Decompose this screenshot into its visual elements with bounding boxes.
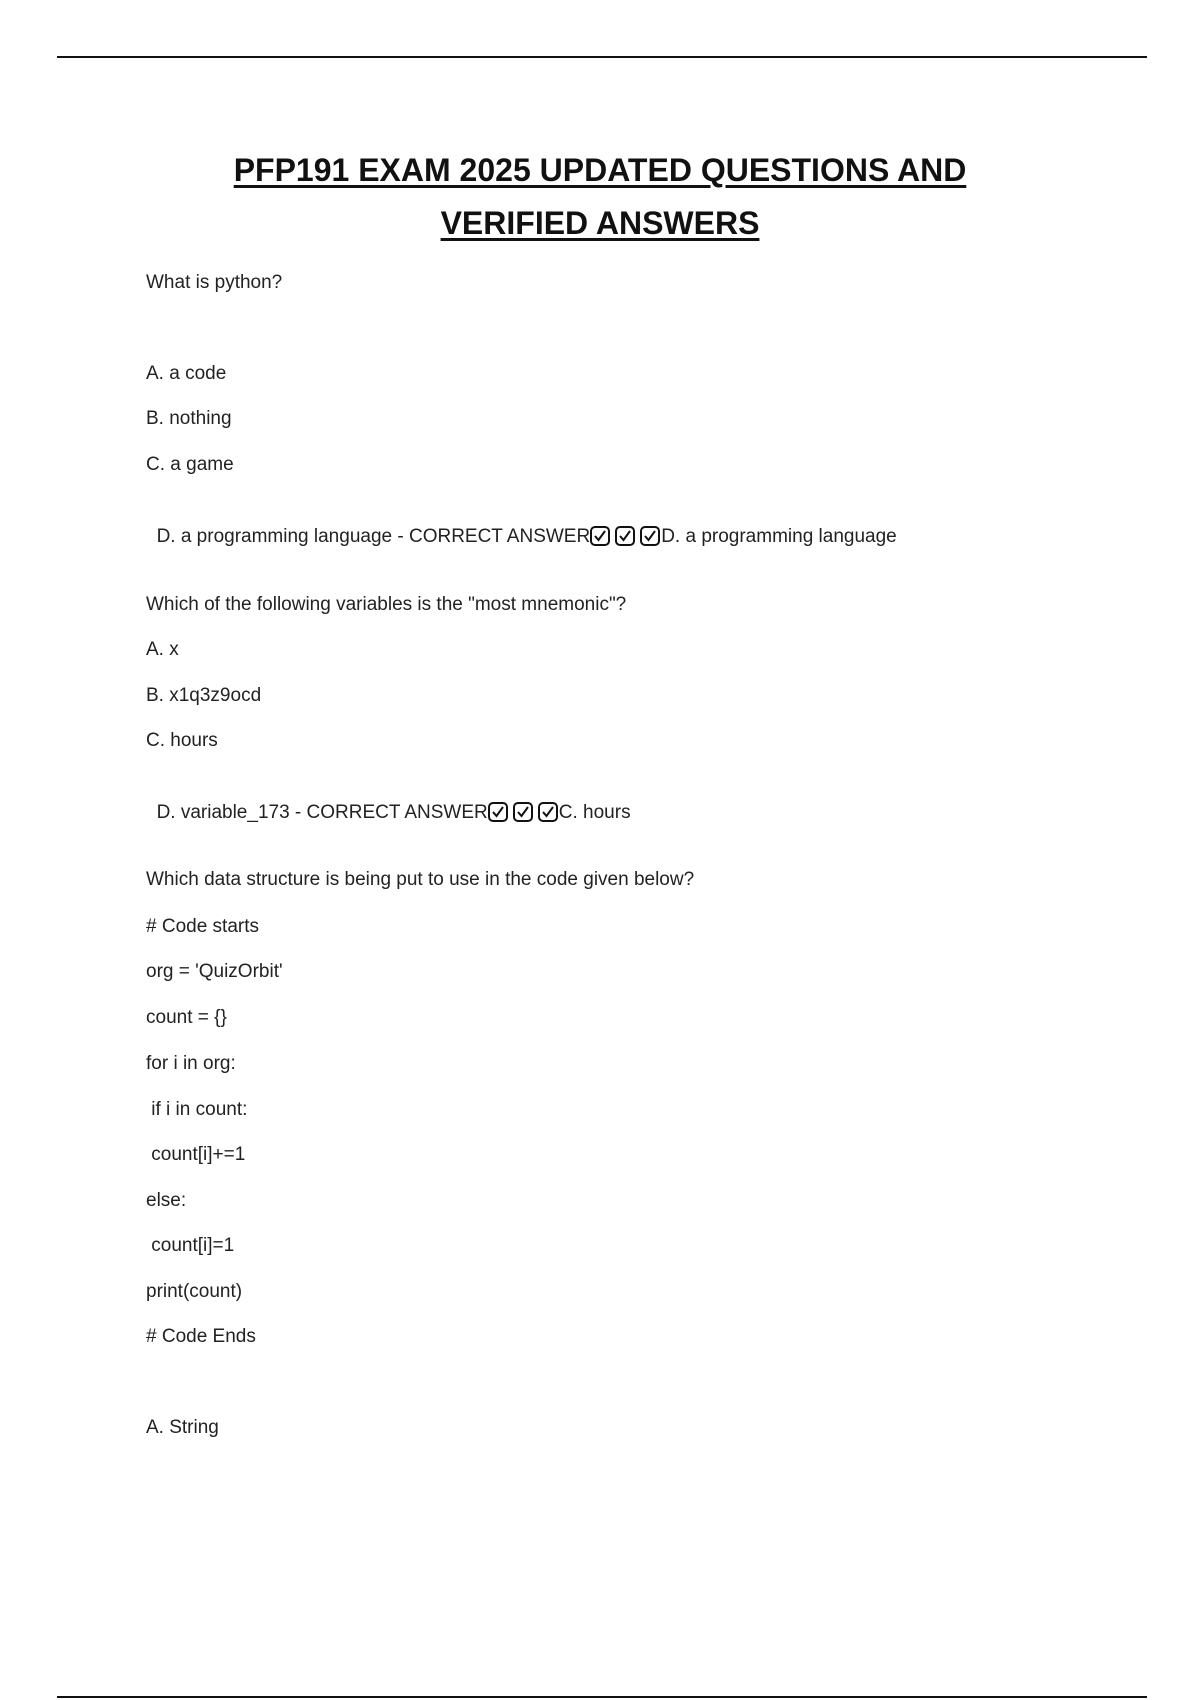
code-line: # Code Ends bbox=[146, 1326, 256, 1347]
option: B. x1q3z9ocd bbox=[146, 685, 262, 706]
option: B. nothing bbox=[146, 408, 232, 429]
question-3: Which data structure is being put to use in the code given below? bbox=[146, 869, 695, 890]
code-line: count[i]+=1 bbox=[146, 1144, 246, 1165]
top-rule bbox=[57, 56, 1147, 58]
question-2: Which of the following variables is the "most mnemonic"? bbox=[146, 594, 627, 615]
option-with-answer-label: D. a programming language - CORRECT ANSWER bbox=[156, 526, 591, 547]
code-line: # Code starts bbox=[146, 916, 259, 937]
code-line: print(count) bbox=[146, 1281, 243, 1302]
option-with-answer-label: D. variable_173 - CORRECT ANSWER bbox=[156, 802, 488, 823]
option: C. hours bbox=[146, 730, 218, 751]
question-1: What is python? bbox=[146, 272, 283, 293]
document-title-line-1: PFP191 EXAM 2025 UPDATED QUESTIONS AND bbox=[233, 152, 967, 188]
correct-answer: D. a programming language bbox=[661, 526, 897, 547]
checked-box-icon bbox=[640, 526, 660, 546]
bottom-rule bbox=[57, 1696, 1147, 1698]
answer-line bbox=[146, 777, 631, 825]
code-line: if i in count: bbox=[146, 1099, 248, 1120]
option: A. String bbox=[146, 1417, 219, 1438]
code-line: else: bbox=[146, 1190, 187, 1211]
checked-box-icon bbox=[513, 802, 533, 822]
checked-box-icon bbox=[590, 526, 610, 546]
code-line: count[i]=1 bbox=[146, 1235, 235, 1256]
document-title-line-2: VERIFIED ANSWERS bbox=[440, 205, 760, 241]
checked-box-icon bbox=[488, 802, 508, 822]
option: A. x bbox=[146, 639, 179, 660]
option: A. a code bbox=[146, 363, 227, 384]
correct-answer: C. hours bbox=[558, 802, 631, 823]
answer-line bbox=[146, 501, 897, 549]
code-line: count = {} bbox=[146, 1007, 227, 1028]
option: C. a game bbox=[146, 454, 234, 475]
code-line: for i in org: bbox=[146, 1053, 236, 1074]
checked-box-icon bbox=[615, 526, 635, 546]
checked-box-icon bbox=[538, 802, 558, 822]
code-line: org = 'QuizOrbit' bbox=[146, 961, 283, 982]
